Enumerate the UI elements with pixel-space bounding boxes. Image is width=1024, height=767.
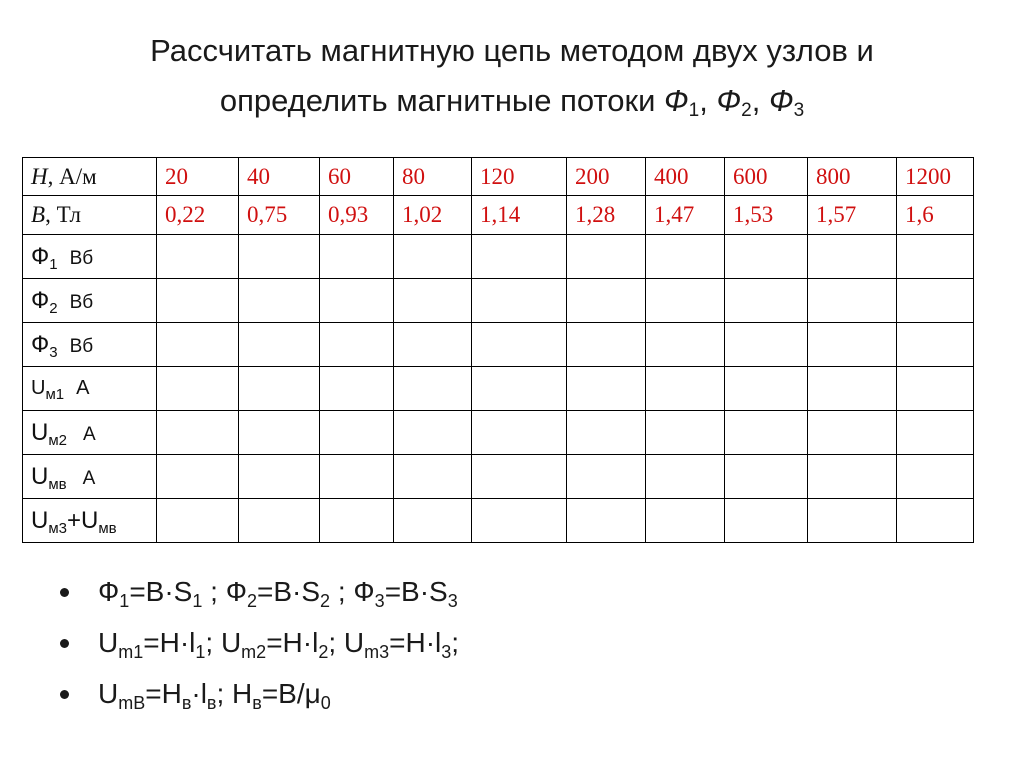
empty-cell — [725, 455, 808, 499]
empty-cell — [567, 235, 646, 279]
h-value-cell: 1200 — [897, 158, 974, 196]
empty-cell — [567, 499, 646, 543]
empty-cell — [320, 499, 394, 543]
empty-cell — [239, 323, 320, 367]
formula-mmf: $U_{m1}=H\cdot l_1$; $U_{m2}=H\cdot l_2$; $U_{m3}=H\cdot l_3$; — [60, 617, 459, 668]
empty-cell — [725, 235, 808, 279]
table-row-phi1 — [23, 235, 974, 279]
empty-cell — [897, 455, 974, 499]
empty-cell — [157, 235, 239, 279]
formula-flux: $Ф_1=B\cdot S_1$ ; $Ф_2=B\cdot S_2$ ; $Ф_3=B\cdot S_3$ — [60, 566, 459, 617]
empty-cell — [394, 279, 472, 323]
empty-cell — [394, 367, 472, 411]
row-label-um1: $U_{м1}$ А — [23, 367, 157, 411]
empty-cell — [808, 455, 897, 499]
table-row-um2 — [23, 411, 974, 455]
empty-cell — [567, 367, 646, 411]
empty-cell — [567, 411, 646, 455]
h-value-cell: 400 — [646, 158, 725, 196]
empty-cell — [394, 235, 472, 279]
b-value-cell: 1,57 — [808, 196, 897, 235]
empty-cell — [239, 455, 320, 499]
empty-cell — [472, 235, 567, 279]
b-value-cell: 1,53 — [725, 196, 808, 235]
empty-cell — [472, 455, 567, 499]
b-value-cell: 0,22 — [157, 196, 239, 235]
b-value-cell: 1,02 — [394, 196, 472, 235]
empty-cell — [567, 279, 646, 323]
empty-cell — [394, 323, 472, 367]
empty-cell — [725, 411, 808, 455]
empty-cell — [897, 323, 974, 367]
empty-cell — [394, 499, 472, 543]
b-value-cell: 1,6 — [897, 196, 974, 235]
h-value-cell: 200 — [567, 158, 646, 196]
empty-cell — [808, 367, 897, 411]
empty-cell — [157, 323, 239, 367]
empty-cell — [808, 279, 897, 323]
empty-cell — [320, 323, 394, 367]
empty-cell — [157, 411, 239, 455]
empty-cell — [472, 411, 567, 455]
empty-cell — [320, 367, 394, 411]
empty-cell — [646, 499, 725, 543]
empty-cell — [157, 499, 239, 543]
empty-cell — [808, 499, 897, 543]
h-value-cell: 800 — [808, 158, 897, 196]
h-value-cell: 80 — [394, 158, 472, 196]
empty-cell — [239, 499, 320, 543]
h-value-cell: 600 — [725, 158, 808, 196]
formula-list — [60, 566, 459, 719]
empty-cell — [567, 323, 646, 367]
empty-cell — [239, 367, 320, 411]
empty-cell — [157, 279, 239, 323]
empty-cell — [646, 235, 725, 279]
empty-cell — [320, 279, 394, 323]
empty-cell — [646, 455, 725, 499]
empty-cell — [725, 323, 808, 367]
empty-cell — [725, 367, 808, 411]
b-value-cell: 0,93 — [320, 196, 394, 235]
empty-cell — [472, 279, 567, 323]
h-value-cell: 40 — [239, 158, 320, 196]
table-row-h — [23, 158, 974, 196]
h-label-cell: H, А/м — [23, 158, 157, 196]
row-label-phi3: $Ф_3$ Вб — [23, 323, 157, 367]
title-line-1: Рассчитать магнитную цепь методом двух узлов и — [150, 33, 874, 68]
empty-cell — [897, 235, 974, 279]
h-value-cell: 20 — [157, 158, 239, 196]
empty-cell — [897, 411, 974, 455]
table-row-b — [23, 196, 974, 235]
h-value-cell: 120 — [472, 158, 567, 196]
b-value-cell: 1,14 — [472, 196, 567, 235]
empty-cell — [646, 279, 725, 323]
empty-cell — [646, 323, 725, 367]
empty-cell — [320, 455, 394, 499]
empty-cell — [725, 499, 808, 543]
formula-airgap: $U_{mB}=H_в\cdot l_в$; $H_в=B/\mu_0$ — [60, 668, 459, 719]
b-value-cell: 1,47 — [646, 196, 725, 235]
empty-cell — [239, 279, 320, 323]
empty-cell — [320, 235, 394, 279]
b-value-cell: 1,28 — [567, 196, 646, 235]
row-label-phi1: $Ф_1$ Вб — [23, 235, 157, 279]
empty-cell — [472, 499, 567, 543]
empty-cell — [394, 455, 472, 499]
empty-cell — [897, 279, 974, 323]
h-value-cell: 60 — [320, 158, 394, 196]
empty-cell — [157, 455, 239, 499]
empty-cell — [808, 411, 897, 455]
empty-cell — [239, 235, 320, 279]
b-label-cell: B, Тл — [23, 196, 157, 235]
table-row-phi2 — [23, 279, 974, 323]
empty-cell — [472, 367, 567, 411]
magnetization-table — [22, 157, 974, 543]
empty-cell — [646, 411, 725, 455]
empty-cell — [646, 367, 725, 411]
row-label-um2: $U_{м2}$ А — [23, 411, 157, 455]
row-label-phi2: $Ф_2$ Вб — [23, 279, 157, 323]
empty-cell — [157, 367, 239, 411]
table-row-umv — [23, 455, 974, 499]
empty-cell — [897, 499, 974, 543]
table-row-um3-umv — [23, 499, 974, 543]
empty-cell — [725, 279, 808, 323]
row-label-um3-plus-umv: $U_{м3}+U_{мв}$ — [23, 499, 157, 543]
empty-cell — [320, 411, 394, 455]
empty-cell — [567, 455, 646, 499]
table-row-phi3 — [23, 323, 974, 367]
empty-cell — [239, 411, 320, 455]
empty-cell — [808, 323, 897, 367]
empty-cell — [472, 323, 567, 367]
empty-cell — [394, 411, 472, 455]
empty-cell — [808, 235, 897, 279]
empty-cell — [897, 367, 974, 411]
table-row-um1 — [23, 367, 974, 411]
title-line-2: определить магнитные потоки $Ф_1$, $Ф_2$, $Ф_3$ — [219, 83, 805, 121]
slide-title — [40, 26, 984, 126]
b-value-cell: 0,75 — [239, 196, 320, 235]
row-label-umv: $U_{мв}$ А — [23, 455, 157, 499]
